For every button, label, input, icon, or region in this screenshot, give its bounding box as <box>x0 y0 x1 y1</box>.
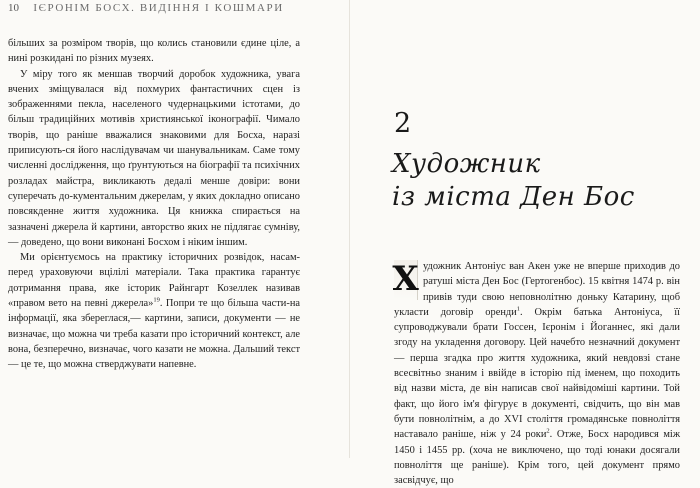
paragraph-text: . Отже, Босх народився між 1450 і 1455 рр. (хоча не виключено, що тоді юнаки досягали повноліття ще раніше). Крім того, цей документ прямо засвідчує, що <box>394 429 680 487</box>
running-title: ІЄРОНІМ БОСХ. ВИДІННЯ І КОШМАРИ <box>33 2 284 14</box>
chapter-number: 2 <box>394 108 412 139</box>
paragraph <box>8 250 300 372</box>
footnote-reference[interactable]: 19 <box>153 296 160 304</box>
chapter-title-line: Художник <box>392 149 541 179</box>
paragraph-text: Ми орієнтуємось на практику історичних розвідок, насам-перед ураховуючи вцілілі матеріали. Така практика гарантує дотримання права, яке історик Райнгарт Козеллек називав «правом вето на певні джерела» <box>8 252 300 310</box>
page-number: 10 <box>8 2 19 14</box>
running-header <box>8 2 284 16</box>
drop-cap: Х <box>392 259 419 300</box>
paragraph: У міру того як меншав творчий доробок художника, увага вчених зміщувалася від похмурих фантастичних сцен із зображеннями пекла, населеного чудернацькими істотами, до більш традиційних мотивів християнської іконографії. Чимало творів, що раніше вважалися знаковими для Босха, наразі приписують-ся його наслідувачам чи шанувальникам. Саме тому численні дослідження, що ґрунтуються на біографії та психічних розладах майстра, викликають дедалі менше довіри: вони суперечать до-кументальним джерелам, у яких докладно описано повсякденне життя художника. Ця книжка спирається на зазначені джерела й картини, авторство яких не підлягає сумніву,— доведено, що вони виконані Босхом і ніким іншим. <box>8 68 300 248</box>
paragraph: більших за розміром творів, що колись становили єдине ціле, а нині розкидані по різних музеях. <box>8 38 300 65</box>
footnote-reference[interactable]: 2 <box>546 427 550 435</box>
chapter-title-line: із міста Ден Бос <box>392 182 635 212</box>
paragraph-text: . Попри те що більша части-на інформації, яка збереглася,— картини, записи, документи — не визначає, що можна чи треба казати про історичний контекст, але вона, безперечно, визначає, чого казати не можна. Дальший текст — це те, що можна стверджувати напевне. <box>8 298 300 371</box>
chapter-title <box>392 148 682 214</box>
footnote-reference[interactable]: 1 <box>516 305 520 313</box>
paragraph-text: удожник Антоніус ван Акен уже не вперше приходив до ратуші міста Ден Бос (Гертогенбос). 15 квітня 1474 р. він привів туди свою неповнолітню доньку Катарину, щоб укласти договір оренди <box>394 261 680 318</box>
paragraph-text: . Окрім батька Антоніуса, її супроводжували брати Госсен, Ієронім і Йоганнес, які дали згоду на укладення договору. Цей начебто незначний документ — перша згадка про життя художника, який невдовзі стане всесвітньо знаним і ввійде в історію під іменем, що походить від назви міста, де він написав свої найвідоміші картини. Той факт, що його ім'я фігурує в документі, свідчить, що він мав бути повнолітнім, а до XVI століття громадянське повноліття наставало раніше, ніж у 24 роки <box>394 306 681 441</box>
right-page-text <box>394 259 680 488</box>
page-gutter <box>349 0 350 458</box>
left-page-text <box>8 36 300 373</box>
